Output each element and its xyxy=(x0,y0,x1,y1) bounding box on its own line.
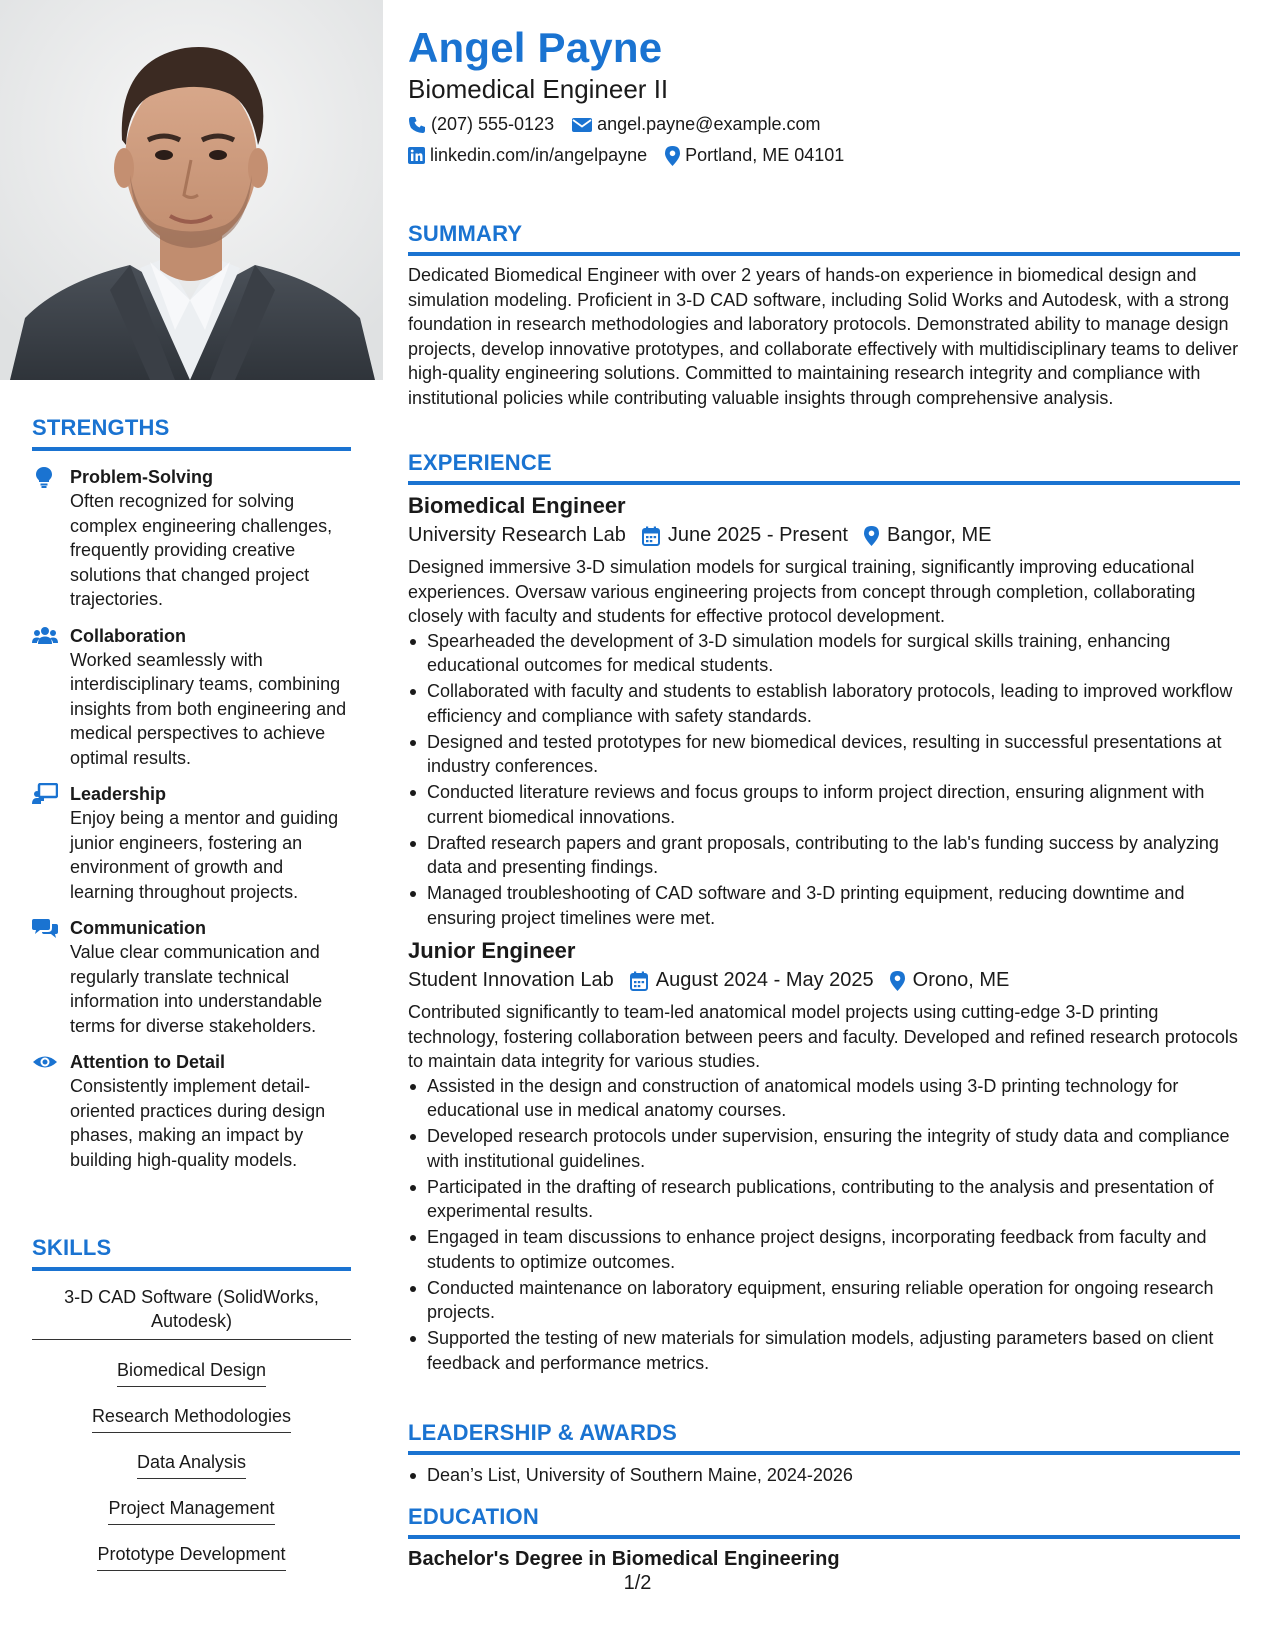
education-section xyxy=(408,1504,1240,1571)
bullet-item: Supported the testing of new materials for simulation models, adjusting parameters based on client feedback and performance metrics. xyxy=(408,1326,1240,1375)
page-number: 1/2 xyxy=(623,1572,652,1594)
skill-item: 3-D CAD Software (SolidWorks, Autodesk) xyxy=(32,1285,351,1340)
bullet-item: Participated in the drafting of research publications, contributing to the analysis and presentation of experimental results. xyxy=(408,1175,1240,1224)
email-contact[interactable] xyxy=(572,114,820,135)
strength-name: Collaboration xyxy=(70,625,186,646)
award-item: Dean’s List, University of Southern Maine, 2024-2026 xyxy=(408,1463,1240,1488)
location-text: Portland, ME 04101 xyxy=(685,145,845,165)
bullet-item: Managed troubleshooting of CAD software and 3-D printing equipment, reducing downtime and ensuring project timelines were met. xyxy=(408,881,1240,930)
experience-title: EXPERIENCE xyxy=(408,450,1240,485)
company-name: Student Innovation Lab xyxy=(408,969,614,991)
awards-list xyxy=(408,1463,1240,1488)
strengths-title: STRENGTHS xyxy=(32,415,351,451)
strength-desc: Value clear communication and regularly translate technical information into understandable terms for diverse stakeholders. xyxy=(70,942,323,1036)
strength-item xyxy=(32,624,351,771)
company-name: University Research Lab xyxy=(408,524,626,546)
job-summary: Contributed significantly to team-led anatomical model projects using cutting-edge 3-D printing technology, fostering collaboration between peers and faculty. Developed and refined research protocols to maintain data integrity for various studies. xyxy=(408,1002,1238,1071)
job-dates xyxy=(642,524,848,547)
skill-item: Research Methodologies xyxy=(92,1404,291,1433)
bullet-item: Collaborated with faculty and students to establish laboratory protocols, leading to improved workflow efficiency and compliance with safety standards. xyxy=(408,679,1240,728)
profile-photo xyxy=(0,0,383,380)
job-meta xyxy=(408,969,1240,992)
linkedin-icon xyxy=(408,147,425,164)
sidebar xyxy=(0,0,383,1650)
location-text: Orono, ME xyxy=(912,969,1010,991)
bullet-item: Engaged in team discussions to enhance project designs, incorporating feedback from faculty and students to optimize outcomes. xyxy=(408,1225,1240,1274)
location-contact xyxy=(665,145,844,166)
strength-name: Problem-Solving xyxy=(70,467,214,487)
summary-text: Dedicated Biomedical Engineer with over 2 years of hands-on experience in biomedical design and simulation modeling. Proficient in 3-D CAD software, including Solid Works and Autodesk, with a strong foundation in research methodologies and laboratory protocols. Demonstrated ability to manage design projects, develop innovative prototypes, and collaborate effectively with multidisciplinary teams to deliver high-quality engineering solutions. Committed to maintaining research integrity and compliance with institutional policies while contributing valuable insights through comprehensive analysis. xyxy=(408,265,1239,408)
dates-text: August 2024 - May 2025 xyxy=(655,969,874,991)
map-pin-icon xyxy=(890,971,905,991)
skills-section xyxy=(32,1235,351,1588)
bullet-item: Spearheaded the development of 3-D simulation models for surgical skills training, enhancing educational outcomes for medical students. xyxy=(408,629,1240,678)
strength-item xyxy=(32,465,351,612)
job-dates xyxy=(630,969,874,992)
degree-title: Bachelor's Degree in Biomedical Engineering xyxy=(408,1548,840,1570)
job-summary: Designed immersive 3-D simulation models for surgical training, significantly improving educational experiences. Oversaw various engineering projects from concept through completion, collaborating closely with faculty and students for effective protocol development. xyxy=(408,557,1196,626)
strength-name: Attention to Detail xyxy=(70,1052,225,1072)
location-text: Bangor, ME xyxy=(887,524,992,546)
job-entry xyxy=(408,493,1240,930)
education-title: EDUCATION xyxy=(408,1504,1240,1539)
job-bullets xyxy=(408,1074,1240,1376)
skills-title: SKILLS xyxy=(32,1235,351,1271)
job-title: Junior Engineer xyxy=(408,938,576,963)
envelope-icon xyxy=(572,117,592,133)
email-text: angel.payne@example.com xyxy=(597,114,821,134)
phone-icon xyxy=(408,116,426,134)
strength-desc: Enjoy being a mentor and guiding junior engineers, fostering an environment of growth and learning throughout projects. xyxy=(70,808,339,902)
strength-name: Leadership xyxy=(70,784,167,804)
summary-section xyxy=(408,221,1240,410)
skill-item: Data Analysis xyxy=(137,1450,246,1479)
users-icon xyxy=(32,625,56,647)
awards-title: LEADERSHIP & AWARDS xyxy=(408,1420,1240,1455)
map-pin-icon xyxy=(665,146,680,166)
job-bullets xyxy=(408,629,1240,931)
job-role: Biomedical Engineer II xyxy=(408,74,669,104)
job-location xyxy=(864,524,992,547)
bullet-item: Conducted literature reviews and focus groups to inform project direction, ensuring alignment with current biomedical innovations. xyxy=(408,780,1240,829)
job-title: Biomedical Engineer xyxy=(408,493,626,518)
strengths-section xyxy=(32,415,351,1172)
contact-row xyxy=(408,114,839,135)
awards-section xyxy=(408,1420,1240,1489)
bullet-item: Designed and tested prototypes for new biomedical devices, resulting in successful presentations at industry conferences. xyxy=(408,730,1240,779)
phone-contact[interactable] xyxy=(408,114,554,135)
map-pin-icon xyxy=(864,526,879,546)
eye-icon xyxy=(32,1051,56,1073)
summary-title: SUMMARY xyxy=(408,221,1240,256)
job-entry xyxy=(408,938,1240,1375)
bullet-item: Drafted research papers and grant proposals, contributing to the lab's funding success by analyzing data and presenting findings. xyxy=(408,831,1240,880)
phone-text: (207) 555-0123 xyxy=(431,114,555,134)
strength-item xyxy=(32,1050,351,1172)
bullet-item: Assisted in the design and construction of anatomical models using 3-D printing technology for educational use in medical anatomy courses. xyxy=(408,1074,1240,1123)
job-location xyxy=(890,969,1010,992)
linkedin-text: linkedin.com/in/angelpayne xyxy=(430,145,648,165)
skill-item: Biomedical Design xyxy=(117,1358,266,1387)
strength-name: Communication xyxy=(70,918,207,938)
strength-desc: Worked seamlessly with interdisciplinary teams, combining insights from both engineering and medical perspectives to achieve optimal results. xyxy=(70,649,347,768)
skill-item: Project Management xyxy=(108,1496,274,1525)
contact-row-2 xyxy=(408,145,862,166)
skills-list xyxy=(32,1285,351,1588)
job-meta xyxy=(408,524,1240,547)
skill-item: Prototype Development xyxy=(97,1542,285,1571)
calendar-icon xyxy=(630,971,648,991)
strength-item xyxy=(32,916,351,1038)
strength-desc: Consistently implement detail-oriented practices during design phases, making an impact by building high-quality models. xyxy=(70,1076,326,1170)
strength-item xyxy=(32,782,351,904)
dates-text: June 2025 - Present xyxy=(667,524,848,546)
linkedin-contact[interactable] xyxy=(408,145,647,166)
bullet-item: Conducted maintenance on laboratory equipment, ensuring reliable operation for ongoing research projects. xyxy=(408,1276,1240,1325)
candidate-name: Angel Payne xyxy=(408,24,663,71)
strength-desc: Often recognized for solving complex engineering challenges, frequently providing creative solutions that changed project trajectories. xyxy=(70,491,333,609)
experience-section xyxy=(408,450,1240,1377)
calendar-icon xyxy=(642,526,660,546)
lightbulb-icon xyxy=(32,466,56,488)
presenter-icon xyxy=(32,783,56,805)
bullet-item: Developed research protocols under supervision, ensuring the integrity of study data and compliance with institutional guidelines. xyxy=(408,1124,1240,1173)
chat-bubbles-icon xyxy=(32,917,56,939)
